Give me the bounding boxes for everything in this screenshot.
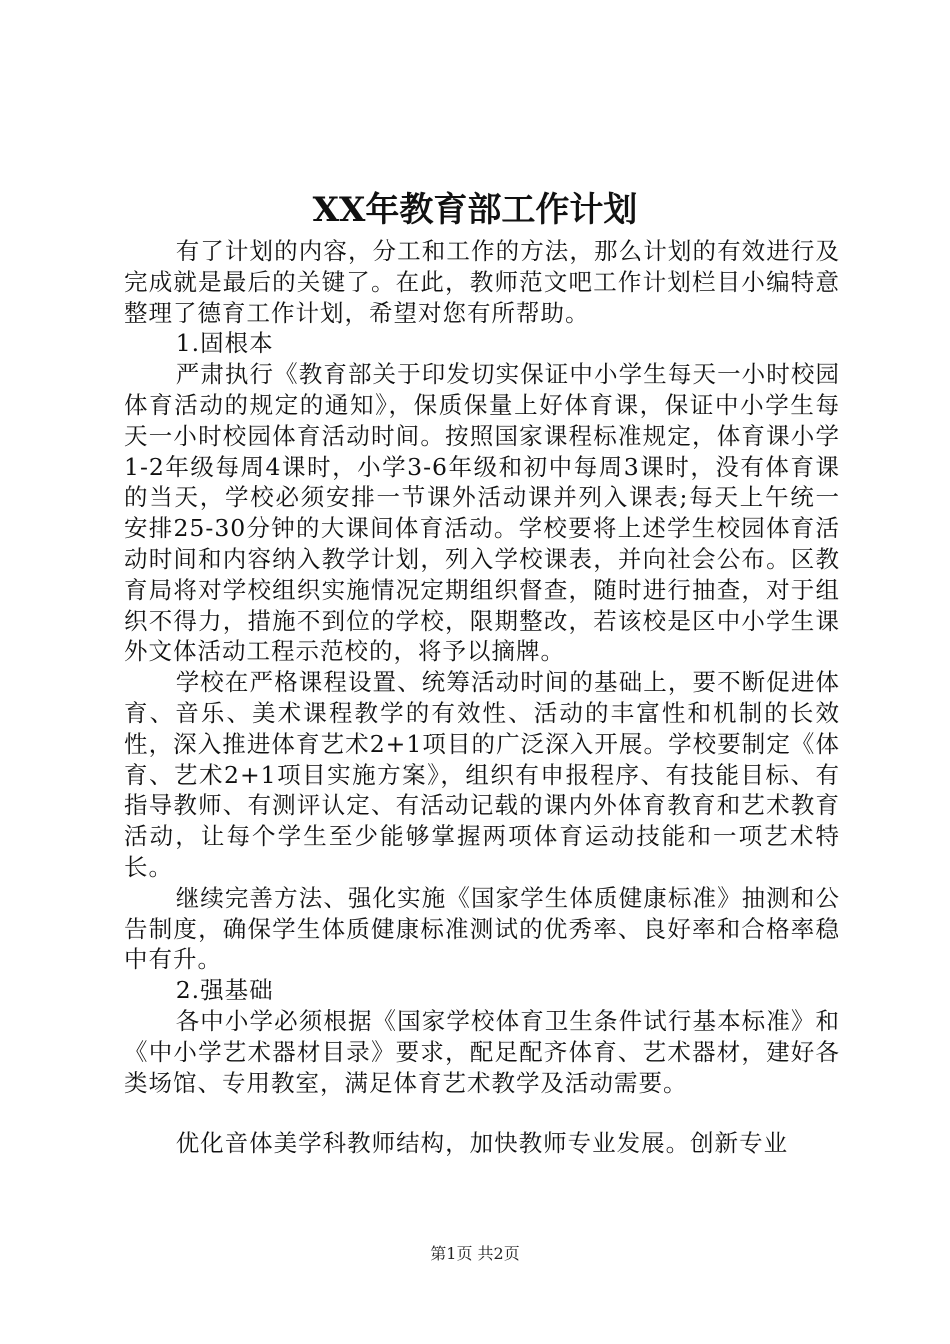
paragraph: 各中小学必须根据《国家学校体育卫生条件试行基本标准》和《中小学艺术器材目录》要求，配足配齐体育、艺术器材，建好各类场馆、专用教室，满足体育艺术教学及活动需要。 <box>124 1006 840 1097</box>
intro-paragraph: 有了计划的内容，分工和工作的方法，那么计划的有效进行及完成就是最后的关键了。在此，教师范文吧工作计划栏目小编特意整理了德育工作计划，希望对您有所帮助。 <box>124 237 840 327</box>
section-heading-2: 2.强基础 <box>175 976 274 1005</box>
document-body <box>124 236 840 1159</box>
paragraph: 学校在严格课程设置、统筹活动时间的基础上，要不断促进体育、音乐、美术课程教学的有效性、活动的丰富性和机制的长效性，深入推进体育艺术2+1项目的广泛深入开展。学校要制定《体育、艺术2+1项目实施方案》，组织有申报程序、有技能目标、有指导教师、有测评认定、有活动记载的课内外体育教育和艺术教育活动，让每个学生至少能够掌握两项体育运动技能和一项艺术特长。 <box>124 668 840 881</box>
section-heading-1: 1.固根本 <box>175 329 274 358</box>
paragraph: 继续完善方法、强化实施《国家学生体质健康标准》抽测和公告制度，确保学生体质健康标准测试的优秀率、良好率和合格率稳中有升。 <box>124 883 840 974</box>
document-title: XX年教育部工作计划 <box>312 190 638 230</box>
paragraph: 严肃执行《教育部关于印发切实保证中小学生每天一小时校园体育活动的规定的通知》，保质保量上好体育课，保证中小学生每天一小时校园体育活动时间。按照国家课程标准规定，体育课小学1-2年级每周4课时，小学3-6年级和初中每周3课时，没有体育课的当天，学校必须安排一节课外活动课并列入课表;每天上午统一安排25-30分钟的大课间体育活动。学校要将上述学生校园体育活动时间和内容纳入教学计划，列入学校课表，并向社会公布。区教育局将对学校组织实施情况定期组织督查，随时进行抽查，对于组织不得力，措施不到位的学校，限期整改，若该校是区中小学生课外文体活动工程示范校的，将予以摘牌。 <box>124 360 840 666</box>
paragraph: 优化音体美学科教师结构，加快教师专业发展。创新专业 <box>175 1129 789 1158</box>
page-footer: 第1页 共2页 <box>430 1244 520 1263</box>
